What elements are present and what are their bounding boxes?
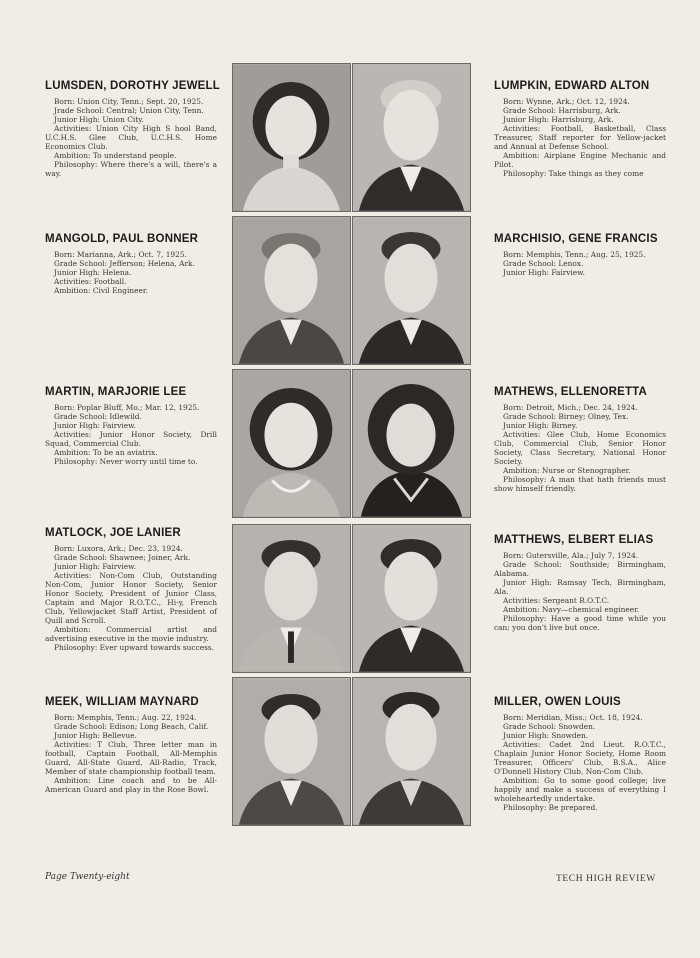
portrait-photo-miller — [352, 677, 471, 826]
student-entry-meek — [45, 696, 217, 794]
student-junior-high: Junior High: Bellevue. — [54, 731, 137, 741]
student-entry-mangold — [45, 233, 217, 295]
student-philosophy: Philosophy: Take things as they come — [503, 169, 644, 179]
student-junior-high: Junior High: Helena. — [54, 268, 132, 278]
student-entry-miller — [494, 696, 666, 812]
student-philosophy: Philosophy: Never worry until time to. — [54, 457, 198, 467]
student-philosophy: Philosophy: Be prepared. — [503, 803, 598, 813]
portrait-photo-marchisio — [352, 216, 471, 365]
student-grade-school: Grade School: Edison; Long Beach, Calif. — [54, 722, 209, 732]
student-ambition: Ambition: To understand people. — [54, 151, 177, 161]
student-ambition: Ambition: Nurse or Stenographer. — [503, 466, 631, 476]
student-philosophy: Philosophy: Have a good time while you can; you don't live but once. — [494, 614, 666, 633]
page-number: Page Twenty-eight — [45, 872, 130, 882]
student-ambition: Ambition: Civil Engineer. — [54, 286, 148, 296]
student-ambition: Ambition: To be an aviatrix. — [54, 448, 158, 458]
student-name: MEEK, WILLIAM MAYNARD — [45, 696, 199, 708]
portrait-photo-lumpkin — [352, 63, 471, 212]
student-ambition: Ambition: Go to some good college; live happily and make a success of everything I wholeheartedly undertake. — [494, 776, 666, 804]
student-name: MANGOLD, PAUL BONNER — [45, 233, 199, 245]
student-grade-school: Grade School: Jefferson; Helena, Ark. — [54, 259, 195, 269]
student-activities: Activities: Glee Club, Home Economics Club, Commercial Club, Senior Honor Society, Class Secretary, National Honor Society. — [494, 430, 666, 467]
student-entry-martin — [45, 386, 217, 466]
student-name: MARCHISIO, GENE FRANCIS — [494, 233, 658, 245]
student-activities: Activities: Union City High S hool Band, U.C.H.S. Glee Club, U.C.H.S. Home Economics Club. — [45, 124, 217, 152]
student-born: Born: Meridian, Miss.; Oct. 18, 1924. — [503, 713, 643, 722]
student-born: Born: Detroit, Mich.; Dec. 24, 1924. — [503, 403, 638, 412]
portrait-photo-lumsden — [232, 63, 351, 212]
student-born: Born: Marianna, Ark.; Oct. 7, 1925. — [54, 250, 187, 259]
student-entry-matthews — [494, 534, 666, 632]
student-entry-matlock — [45, 527, 217, 652]
student-ambition: Ambition: Commercial artist and advertising executive in the movie industry. — [45, 625, 217, 644]
student-name: MATTHEWS, ELBERT ELIAS — [494, 534, 654, 546]
student-ambition: Ambition: Line coach and to be All-American Guard and play in the Rose Bowl. — [45, 776, 217, 795]
student-grade-school: Grade School: Southside; Birmingham, Alabama. — [494, 560, 666, 579]
student-grade-school: Grade School: Idlewild. — [54, 412, 142, 422]
portrait-photo-meek — [232, 677, 351, 826]
student-philosophy: Philosophy: Where there's a will, there's a way. — [45, 160, 217, 179]
student-ambition: Ambition: Navy—chemical engineer. — [503, 605, 640, 615]
student-entry-mathews — [494, 386, 666, 493]
student-born: Born: Wynne, Ark.; Oct. 12, 1924. — [503, 97, 630, 106]
student-grade-school: Grade School: Birney; Olney, Tex. — [503, 412, 629, 422]
student-name: MILLER, OWEN LOUIS — [494, 696, 621, 708]
portrait-photo-mathews — [352, 369, 471, 518]
student-name: MATLOCK, JOE LANIER — [45, 527, 181, 539]
portrait-photo-matlock — [232, 524, 351, 673]
student-grade-school: Jrade School: Central; Union City, Tenn. — [54, 106, 204, 116]
student-born: Born: Gutersville, Ala.; July 7, 1924. — [503, 551, 639, 560]
student-born: Born: Luxora, Ark.; Dec. 23, 1924. — [54, 544, 183, 553]
student-junior-high: Junior High: Birney. — [503, 421, 578, 431]
student-philosophy: Philosophy: A man that hath friends must show himself friendly. — [494, 475, 666, 494]
student-junior-high: Junior High: Fairview. — [54, 421, 136, 431]
student-entry-lumsden — [45, 80, 220, 179]
student-activities: Activities: T Club, Three letter man in football, Captain Football, All-Memphis Guard, All-State Guard, All-Radio, Track, Member of state championship football team. — [45, 740, 217, 777]
portrait-photo-martin — [232, 369, 351, 518]
student-junior-high: Junior High: Snowden. — [503, 731, 589, 741]
student-junior-high: Junior High: Fairview. — [503, 268, 585, 278]
student-junior-high: Junior High: Harrisburg, Ark. — [503, 115, 614, 125]
student-junior-high: Junior High: Fairview. — [54, 562, 136, 572]
student-born: Born: Poplar Bluff, Mo.; Mar. 12, 1925. — [54, 403, 200, 412]
student-name: LUMPKIN, EDWARD ALTON — [494, 80, 650, 92]
student-grade-school: Grade School: Shawnee; Joiner, Ark. — [54, 553, 191, 563]
student-born: Born: Memphis, Tenn.; Aug. 25, 1925. — [503, 250, 646, 259]
student-grade-school: Grade School: Harrisburg, Ark. — [503, 106, 621, 116]
portrait-photo-matthews — [352, 524, 471, 673]
student-junior-high: Junior High: Union City. — [54, 115, 144, 125]
publication-title: TECH HIGH REVIEW — [556, 874, 656, 884]
student-grade-school: Grade School: Lenox. — [503, 259, 584, 269]
student-name: MARTIN, MARJORIE LEE — [45, 386, 187, 398]
student-entry-lumpkin — [494, 80, 666, 178]
student-activities: Activities: Cadet 2nd Lieut. R.O.T.C., Chaplain Junior Honor Society, Home Room Treasurer, Officers' Club, B.S.A., Alice O'Donnell History Club, Non-Com Club. — [494, 740, 666, 777]
student-philosophy: Philosophy: Ever upward towards success. — [54, 643, 215, 653]
student-activities: Activities: Junior Honor Society, Drill Squad, Commercial Club. — [45, 430, 217, 449]
student-junior-high: Junior High: Ramsay Tech, Birmingham, Ala. — [494, 578, 666, 597]
student-born: Born: Memphis, Tenn.; Aug. 22, 1924. — [54, 713, 197, 722]
student-name: MATHEWS, ELLENORETTA — [494, 386, 648, 398]
student-born: Born: Union City, Tenn.; Sept. 20, 1925. — [54, 97, 204, 106]
student-entry-marchisio — [494, 233, 666, 277]
student-activities: Activities: Football, Basketball, Class Treasurer, Staff reporter for Yellow-jacket and Annual at Defense School. — [494, 124, 666, 152]
student-activities: Activities: Non-Com Club, Outstanding Non-Com, Junior Honor Society, Senior Honor Society, President of Junior Class, Captain and Major R.O.T.C., Hi-y, French Club, Yellowjacket Staff Artist, President of Quill and Scroll. — [45, 571, 217, 626]
student-ambition: Ambition: Airplane Engine Mechanic and Pilot. — [494, 151, 666, 170]
student-activities: Activities: Sergeant R.O.T.C. — [503, 596, 610, 606]
portrait-photo-mangold — [232, 216, 351, 365]
student-grade-school: Grade School: Snowden. — [503, 722, 596, 732]
student-activities: Activities: Football. — [54, 277, 127, 287]
student-name: LUMSDEN, DOROTHY JEWELL — [45, 80, 220, 92]
